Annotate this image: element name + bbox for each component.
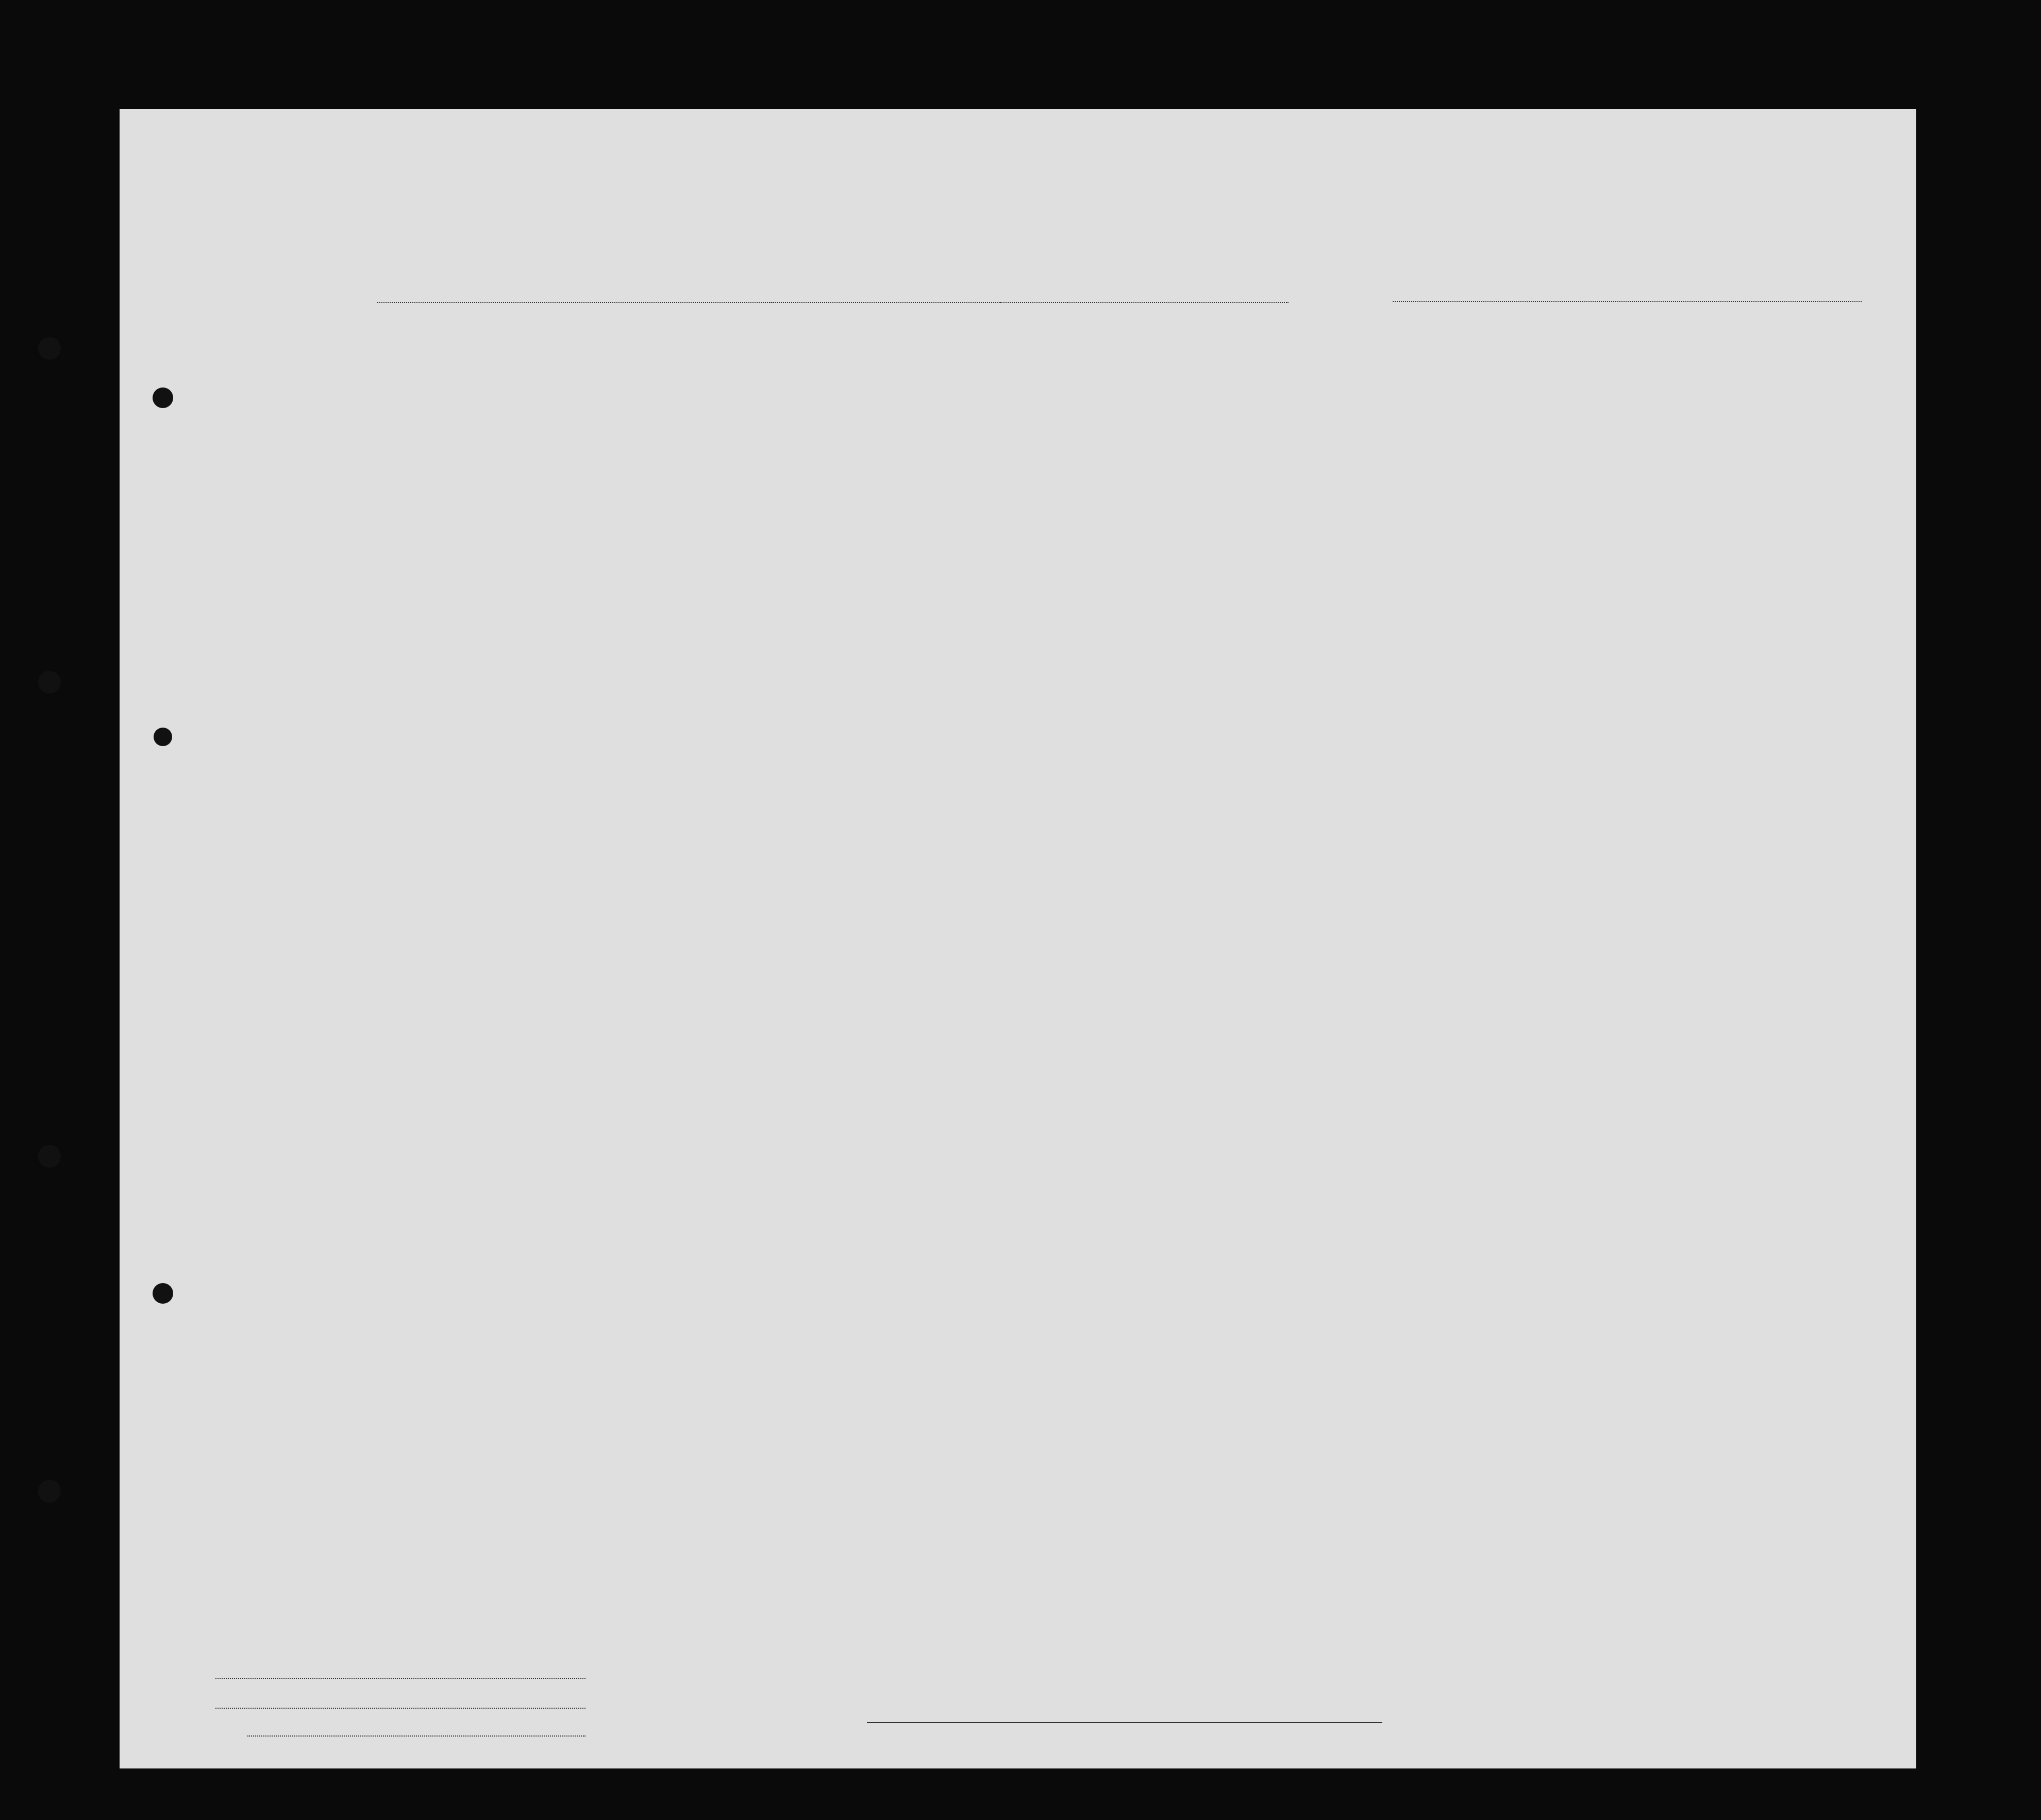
binder-hole xyxy=(38,337,61,360)
agents-underline xyxy=(247,1735,585,1737)
line-underline xyxy=(215,1678,585,1679)
binder-hole xyxy=(38,1480,61,1503)
manifest-page xyxy=(120,109,1916,1768)
signature-line xyxy=(867,1722,1382,1723)
binder-hole xyxy=(38,671,61,694)
binder-hole xyxy=(154,728,172,746)
binder-hole xyxy=(153,387,173,408)
owners-underline xyxy=(215,1708,585,1709)
binder-hole xyxy=(153,1283,173,1304)
binder-hole xyxy=(38,1145,61,1168)
table-grid xyxy=(120,109,1916,1768)
